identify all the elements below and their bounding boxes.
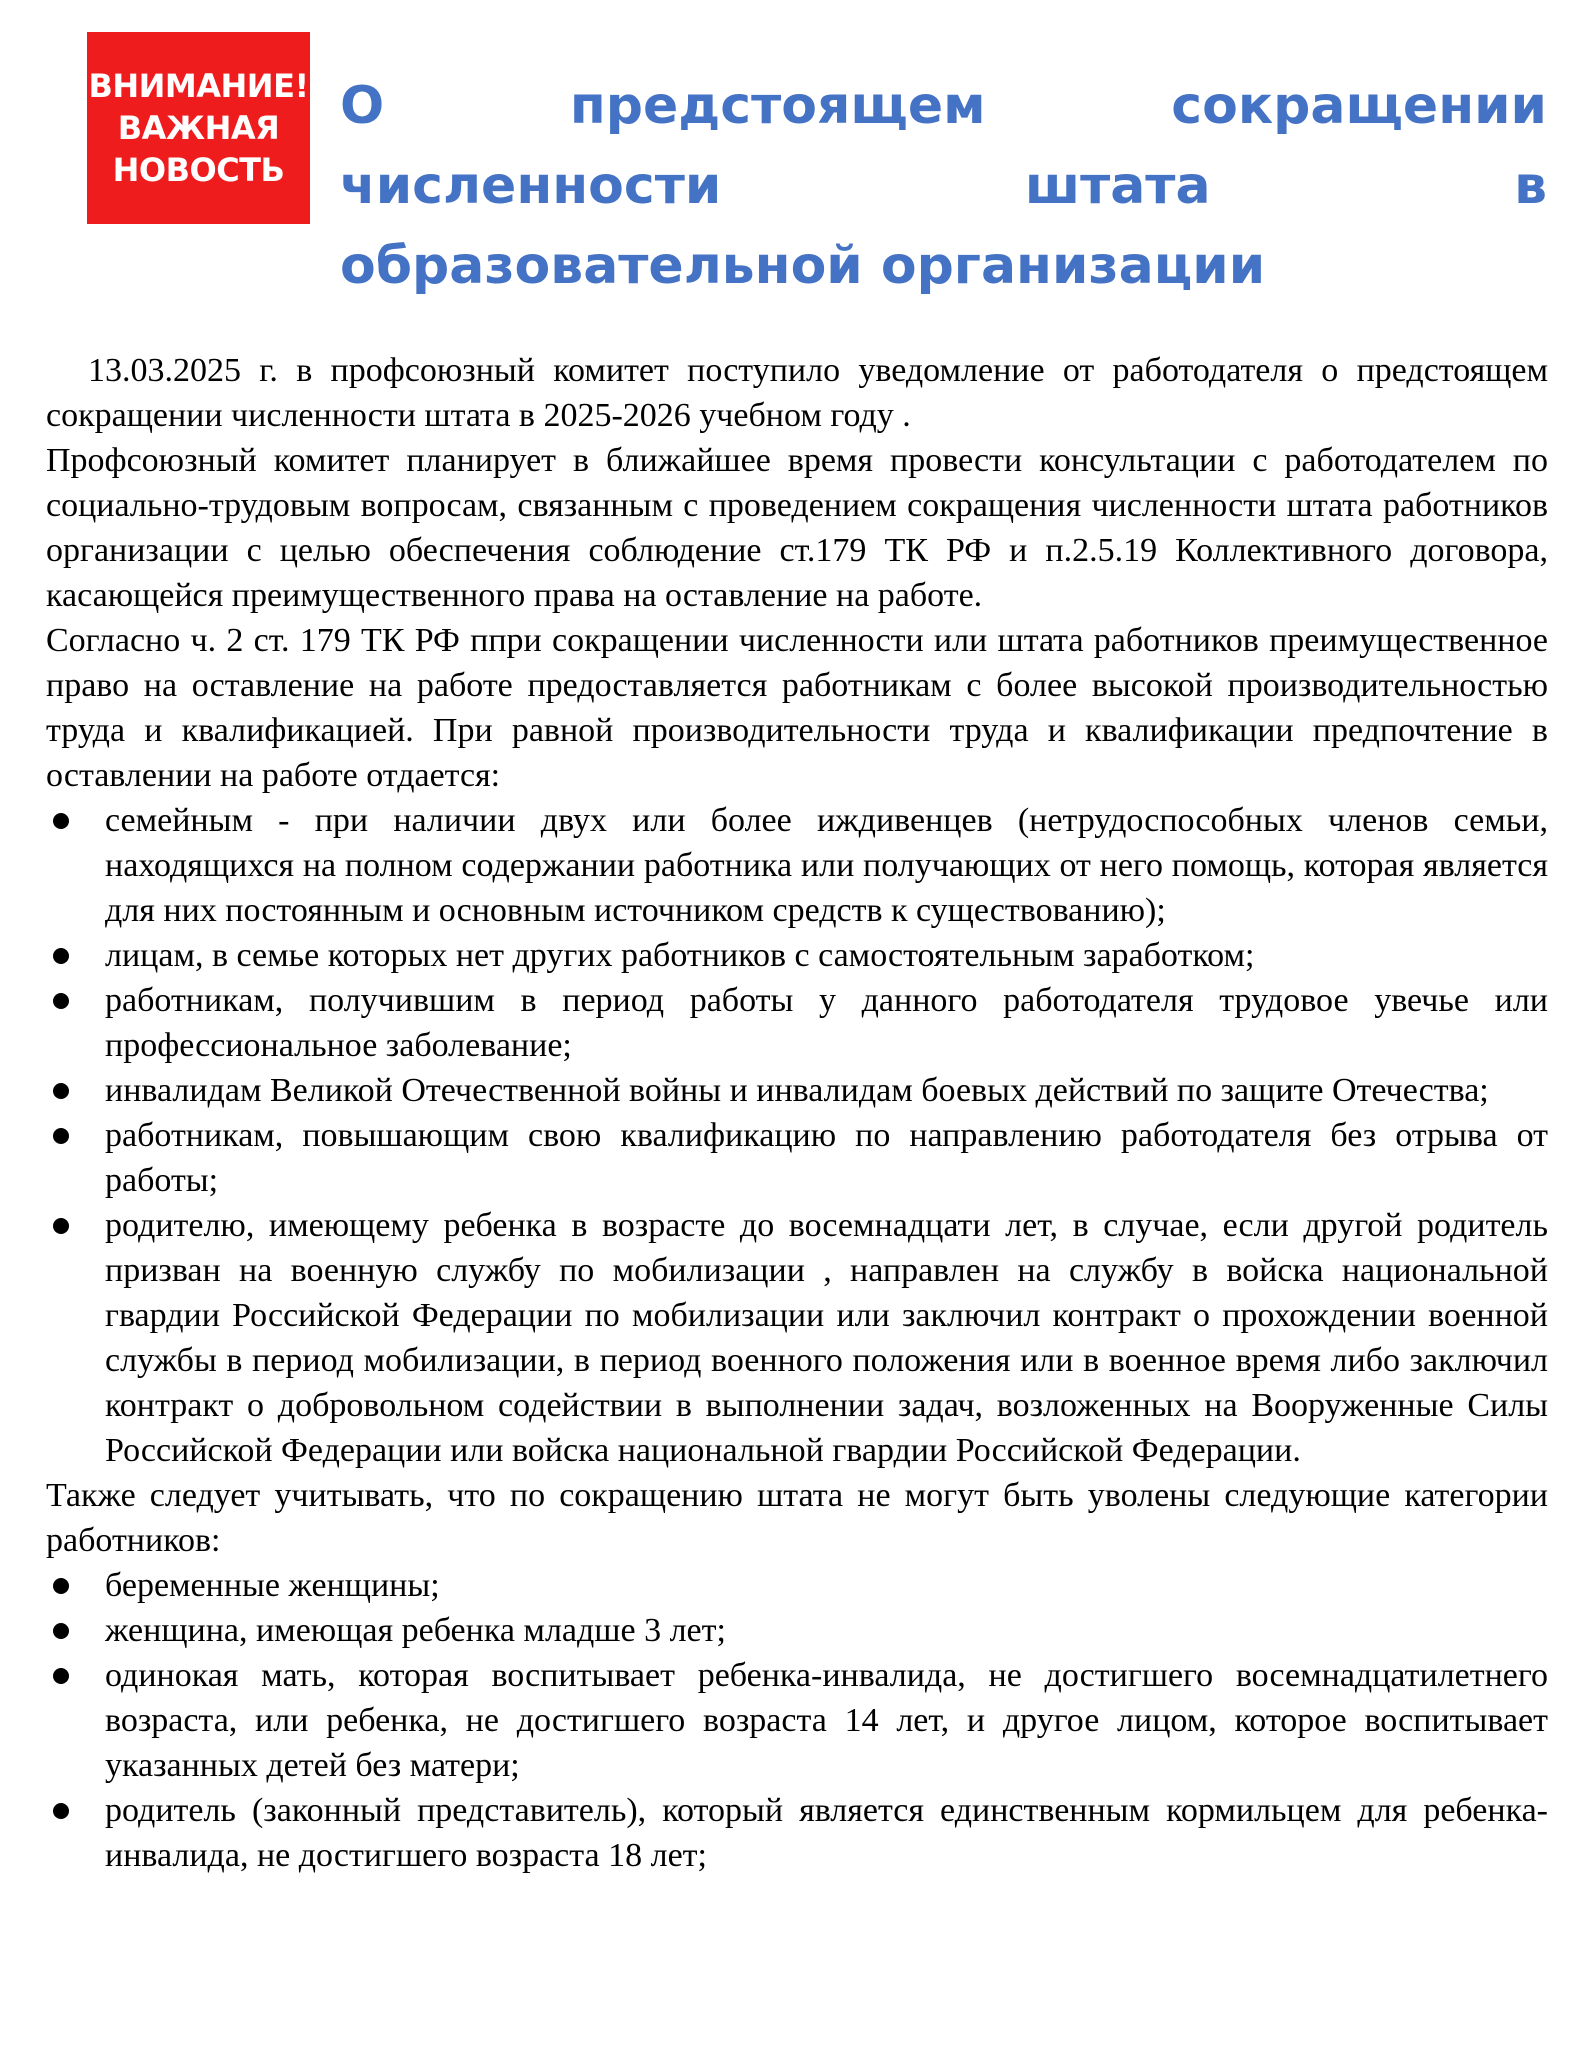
paragraph-article-179: Согласно ч. 2 ст. 179 ТК РФ ппри сокращении численности или штата работников преимущественное право на оставление на работе предоставляется работникам с более высокой производительностью труда и квалификацией. При равной производительности труда и квалификации предпочтение в оставлении на работе отдается: — [46, 622, 1548, 794]
paragraph-consultations: Профсоюзный комитет планирует в ближайшее время провести консультации с работодателем по социально-трудовым вопросам, связанным с проведением сокращения численности штата работников организации с целью обеспечения соблюдение ст.179 ТК РФ и п.2.5.19 Коллективного договора, касающейся преимущественного права на оставление на работе. — [46, 442, 1548, 614]
list-item — [46, 978, 1548, 1068]
document-body — [46, 348, 1548, 1878]
badge-line: ВАЖНАЯ — [117, 109, 280, 147]
list-item — [46, 1608, 1548, 1653]
important-news-badge — [87, 32, 310, 224]
list-item-text: работникам, повышающим свою квалификацию по направлению работодателя без отрыва от работы; — [105, 1117, 1548, 1199]
title-line: численности штата в — [340, 156, 1547, 216]
list-item — [46, 1203, 1548, 1473]
paragraph-protected-categories: Также следует учитывать, что по сокращению штата не могут быть уволены следующие категории работников: — [46, 1477, 1548, 1559]
list-item-text: родителю, имеющему ребенка в возрасте до восемнадцати лет, в случае, если другой родитель призван на военную службу по мобилизации , направлен на службу в войска национальной гвардии Российской Федерации по мобилизации или заключил контракт о прохождении военной службы в период мобилизации, в период военного положения или в военное время либо заключил контракт о добровольном содействии в выполнении задач, возложенных на Вооруженные Силы Российской Федерации или войска национальной гвардии Российской Федерации. — [105, 1207, 1548, 1469]
list-item-text: женщина, имеющая ребенка младше 3 лет; — [105, 1612, 726, 1649]
list-item-text: родитель (законный представитель), который является единственным кормильцем для ребенка-инвалида, не достигшего возраста 18 лет; — [105, 1792, 1548, 1874]
list-item-text: работникам, получившим в период работы у данного работодателя трудовое увечье или профессиональное заболевание; — [105, 982, 1548, 1064]
badge-line: ВНИМАНИЕ! — [88, 67, 309, 105]
bullet-icon — [53, 1578, 69, 1594]
list-item — [46, 1068, 1548, 1113]
bullet-icon — [53, 993, 69, 1009]
page-title — [340, 66, 1547, 306]
list-item — [46, 933, 1548, 978]
badge-line: НОВОСТЬ — [112, 151, 285, 189]
bullet-icon — [53, 1218, 69, 1234]
bullet-icon — [53, 1668, 69, 1684]
list-item-text: одинокая мать, которая воспитывает ребенка-инвалида, не достигшего восемнадцатилетнего возраста, или ребенка, не достигшего возраста 14 лет, и другое лицом, которое воспитывает указанных детей без матери; — [105, 1657, 1548, 1784]
protected-list — [46, 1563, 1548, 1878]
title-line: О предстоящем сокращении — [340, 76, 1547, 136]
list-item-text: инвалидам Великой Отечественной войны и инвалидам боевых действий по защите Отечества; — [105, 1072, 1489, 1109]
title-line: образовательной организации — [340, 236, 1266, 296]
bullet-icon — [53, 1128, 69, 1144]
list-item — [46, 1788, 1548, 1878]
bullet-icon — [53, 813, 69, 829]
bullet-icon — [53, 948, 69, 964]
list-item — [46, 1563, 1548, 1608]
list-item — [46, 1653, 1548, 1788]
preference-list — [46, 798, 1548, 1473]
paragraph-notice: 13.03.2025 г. в профсоюзный комитет поступило уведомление от работодателя о предстоящем сокращении численности штата в 2025-2026 учебном году . — [46, 352, 1548, 434]
list-item — [46, 798, 1548, 933]
list-item — [46, 1113, 1548, 1203]
list-item-text: лицам, в семье которых нет других работников с самостоятельным заработком; — [105, 937, 1255, 974]
bullet-icon — [53, 1803, 69, 1819]
bullet-icon — [53, 1083, 69, 1099]
bullet-icon — [53, 1623, 69, 1639]
list-item-text: беременные женщины; — [105, 1567, 440, 1604]
list-item-text: семейным - при наличии двух или более иждивенцев (нетрудоспособных членов семьи, находящихся на полном содержании работника или получающих от него помощь, которая является для них постоянным и основным источником средств к существованию); — [105, 802, 1548, 929]
